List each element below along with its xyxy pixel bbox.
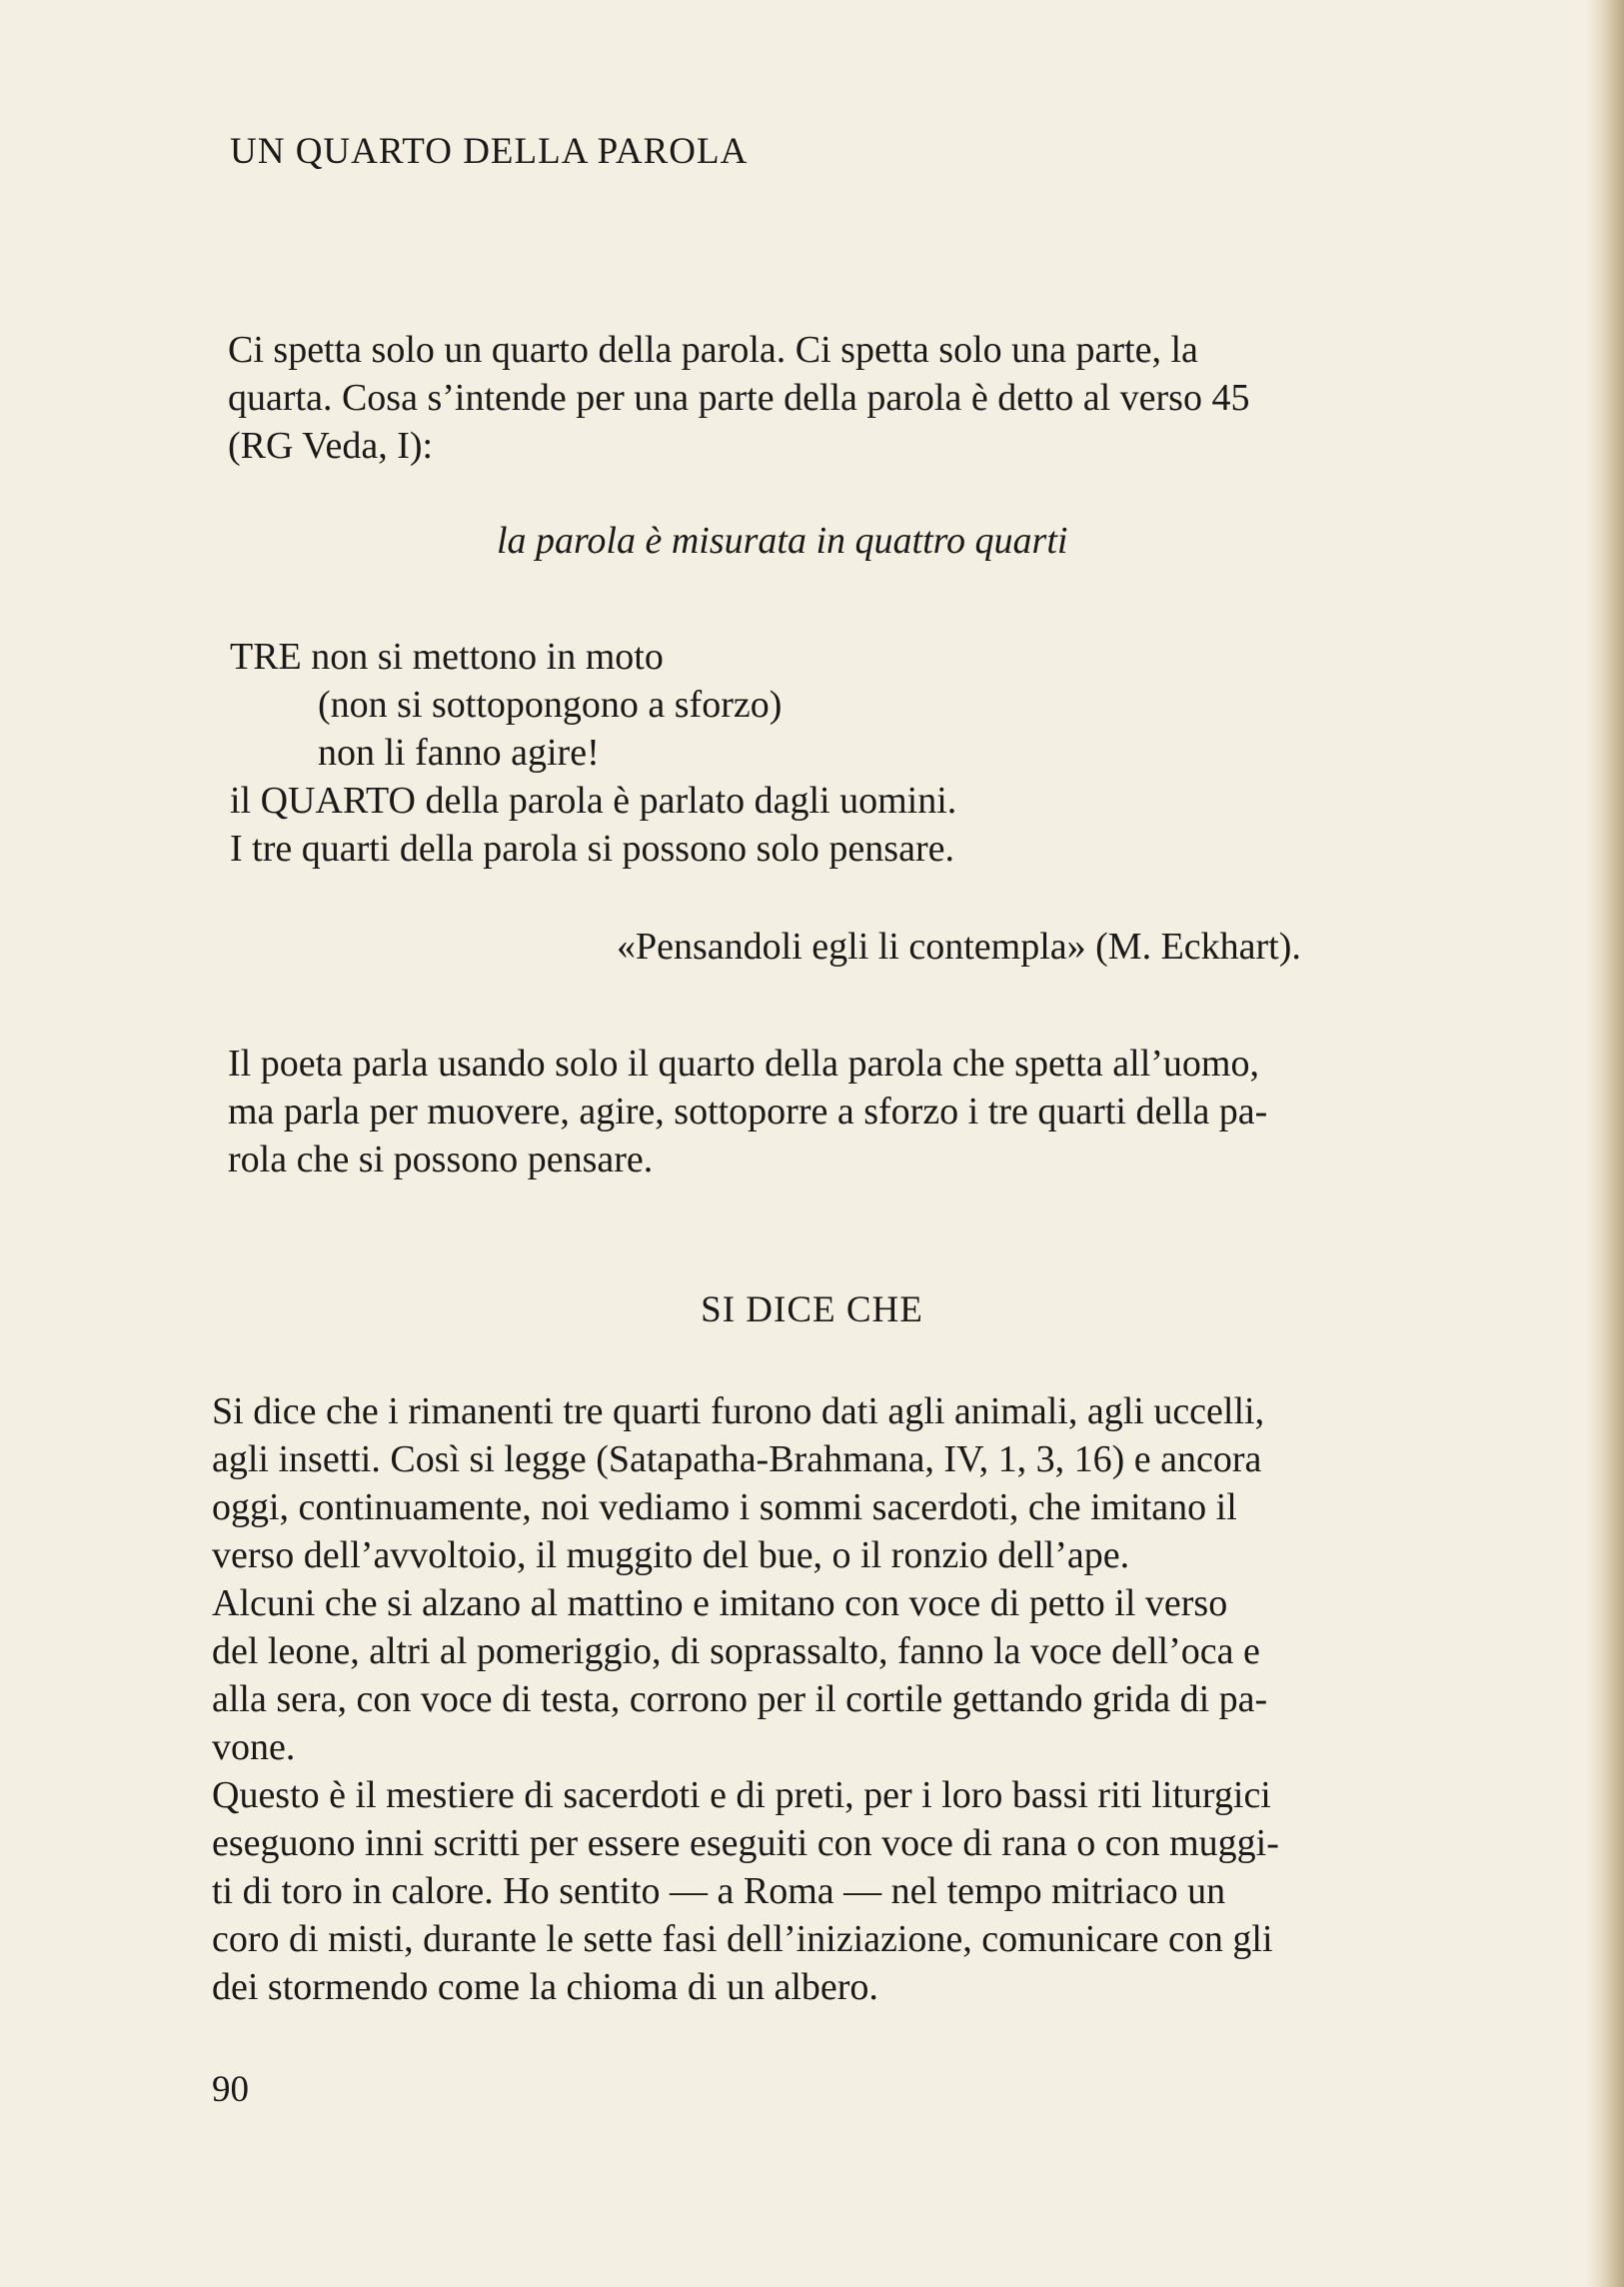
section-line-11: ti di toro in calore. Ho sentito — a Roma — nel tempo mitriaco un	[212, 1870, 1226, 1912]
poet-line-1: Il poeta parla usando solo il quarto della parola che spetta all’uomo,	[228, 1043, 1259, 1085]
poet-line-2: ma parla per muovere, agire, sottoporre a sforzo i tre quarti della pa-	[228, 1091, 1268, 1133]
verse-line-2: (non si sottopongono a sforzo)	[318, 684, 783, 726]
page-edge-shadow	[1586, 0, 1624, 2287]
page-number: 90	[212, 2069, 249, 2110]
section-line-4: verso dell’avvoltoio, il muggito del bue, o il ronzio dell’ape.	[212, 1534, 1130, 1576]
citation-line: «Pensandoli egli li contempla» (M. Eckhart).	[617, 926, 1301, 968]
verse-line-5: I tre quarti della parola si possono solo pensare.	[230, 828, 954, 870]
section-line-1: Si dice che i rimanenti tre quarti furono dati agli animali, agli uccelli,	[212, 1390, 1265, 1432]
intro-line-3: (RG Veda, I):	[228, 425, 434, 467]
chapter-title: UN QUARTO DELLA PAROLA	[230, 131, 749, 172]
quote-line: la parola è misurata in quattro quarti	[497, 520, 1068, 562]
section-line-12: coro di misti, durante le sette fasi dell’iniziazione, comunicare con gli	[212, 1918, 1273, 1960]
section-line-8: vone.	[212, 1726, 296, 1768]
section-line-10: eseguono inni scritti per essere eseguiti con voce di rana o con muggi-	[212, 1822, 1279, 1864]
poet-line-3: rola che si possono pensare.	[228, 1139, 654, 1180]
section-line-9: Questo è il mestiere di sacerdoti e di preti, per i loro bassi riti liturgici	[212, 1774, 1271, 1816]
section-line-7: alla sera, con voce di testa, corrono per il cortile gettando grida di pa-	[212, 1678, 1268, 1720]
intro-line-2: quarta. Cosa s’intende per una parte della parola è detto al verso 45	[228, 377, 1250, 419]
section-line-6: del leone, altri al pomeriggio, di soprassalto, fanno la voce dell’oca e	[212, 1630, 1260, 1672]
intro-line-1: Ci spetta solo un quarto della parola. Ci spetta solo una parte, la	[228, 329, 1198, 371]
section-heading: SI DICE CHE	[701, 1289, 923, 1330]
section-line-5: Alcuni che si alzano al mattino e imitano con voce di petto il verso	[212, 1582, 1228, 1624]
verse-line-4: il QUARTO della parola è parlato dagli uomini.	[230, 780, 957, 822]
verse-line-1: TRE non si mettono in moto	[230, 636, 664, 678]
section-line-13: dei stormendo come la chioma di un albero.	[212, 1966, 878, 2008]
section-line-2: agli insetti. Così si legge (Satapatha-Brahmana, IV, 1, 3, 16) e ancora	[212, 1438, 1262, 1480]
section-line-3: oggi, continuamente, noi vediamo i sommi sacerdoti, che imitano il	[212, 1486, 1237, 1528]
verse-line-3: non li fanno agire!	[318, 732, 600, 774]
